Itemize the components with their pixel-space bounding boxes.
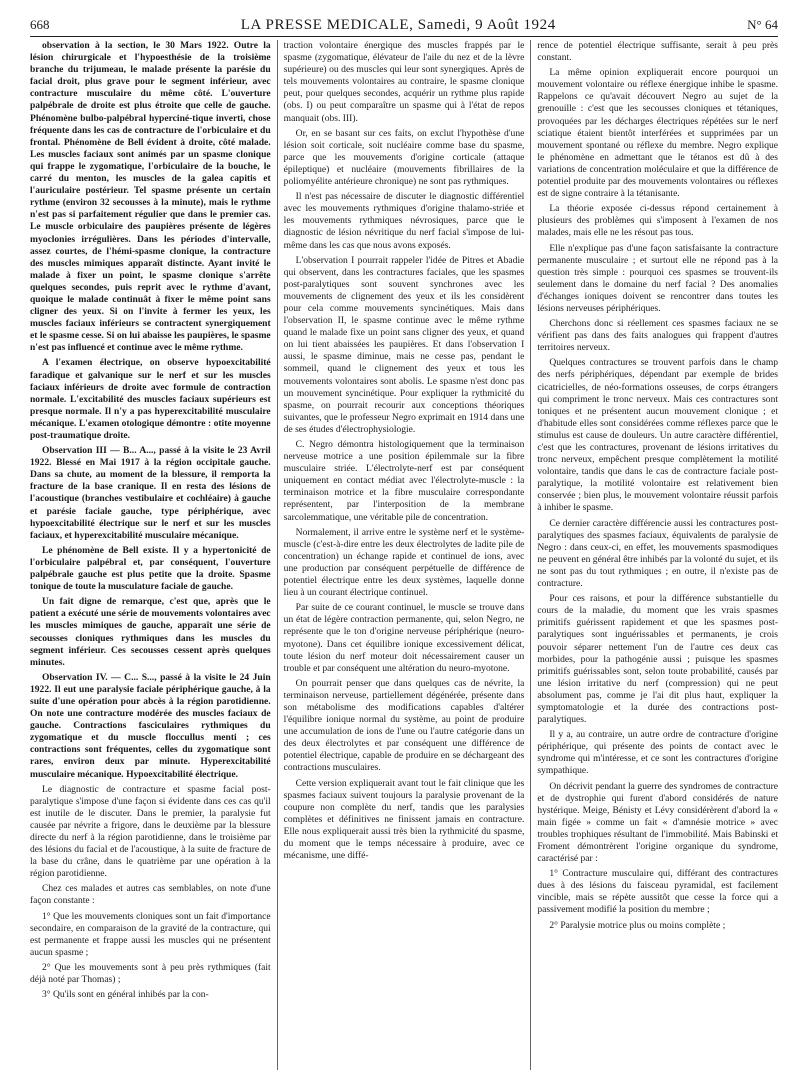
paragraph: L'observation I pourrait rappeler l'idée de Pitres et Abadie qui observent, dans les contractures faciales, que les spasmes post-paralytiques sont souvent synchrones avec les mouvements de clignement des yeux et ils les considèrent pour cela comme mouvements syncinétiques. Mais dans l'observation II, le spasme continue avec le même rythme quand le malade fixe un point sans cligner des yeux, et quand on lui tient abaissées les paupières. Et dans l'observation I aussi, le spasme diminue, mais ne cesse pas, pendant le sommeil, quand le clignement des yeux et tous les mouvements volontaires sont abolis. Le spasme n'est donc pas un mouvement syncinétique. Pour expliquer la rythmicité du spasme, on pourrait recourir aux conceptions théoriques suivantes, que le professeur Negro exprimait en 1914 dans une de ses études d'électrophysiologie. — [283, 254, 525, 435]
paragraph: observation à la section, le 30 Mars 1922. Outre la lésion chirurgicale et l'hypoesthésie de la troisième branche du trijumeau, le malade présente la parésie du facial droit, plus grave pour le segment inférieur, avec contracture musculaire du même côté. L'ouverture palpébrale de droite est plus étroite que celle de gauche. Phénomène bulbo-palpébral hyperciné-tique inverti, chose fréquente dans les cas de contracture de l'orbiculaire et du frontal. Phénomène de Bell évident à droite, côté malade. Les muscles faciaux sont animés par un spasme clonique qui frappe le zygomatique, l'orbiculaire de la bouche, le carré du menton, les muscles de la galea capitis et l'auriculaire postérieur. Tel spasme présente un certain rythme (environ 32 secousses à la minute), mais le rythme n'est pas si parfaitement régulier que dans le premier cas. Le muscle orbiculaire des paupières présente de légères myoclonies irrégulières. Dans les périodes d'intervalle, assez courtes, de l'hémi-spasme clonique, la contracture des muscles mimiques apparaît distincte. Ayant invité le malade à fixer un point, le spasme clonique s'arrête quelques secondes, puis reprit avec le rythme d'avant, quoique le malade continuât à fixer le même point sans cligner des yeux. Si on l'invite à fermer les yeux, les muscles faciaux inférieurs se contractent synergiquement et le spasme cesse. Si on lui abaisse les paupières, le spasme n'est pas influencé et continue avec le même rythme. — [30, 40, 271, 354]
paragraph: Un fait digne de remarque, c'est que, après que le patient a exécuté une série de mouvements volontaires avec les muscles mimiques de gauche, apparaît une série de secousses cloniques rythmiques dans les muscles du segment inférieur. Ces secousses cessent après quelques minutes. — [30, 596, 271, 668]
journal-title: LA PRESSE MEDICALE, Samedi, 9 Août 1924 — [240, 16, 556, 33]
paragraph: 1° Que les mouvements cloniques sont un fait d'importance secondaire, en comparaison de la gravité de la contracture, qui est permanente et frappe aussi les muscles qui ne présentent aucun spasme ; — [30, 910, 271, 958]
paragraph: 2° Que les mouvements sont à peu près rythmiques (fait déjà noté par Thomas) ; — [30, 961, 271, 986]
paragraph: La théorie exposée ci-dessus répond certainement à plusieurs des problèmes qui s'imposent à l'examen de nos malades, mais elle ne les résout pas tous. — [537, 203, 779, 239]
paragraph: Ce dernier caractère différencie aussi les contractures post-paralytiques des spasmes faciaux, équivalents de paralysie de Negro : dans ceux-ci, en effet, les mouvements spasmodiques ne peuvent en général être inhibés par la volonté du sujet, et ils ne sont pas du tout rythmiques ; en outre, il n'existe pas de contracture. — [537, 517, 779, 590]
page-number: 668 — [30, 17, 50, 32]
column-right — [530, 40, 778, 1070]
paragraph: Le phénomène de Bell existe. Il y a hypertonicité de l'orbiculaire palpébral et, par conséquent, l'ouverture palpébrale gauche est plus petite que la droite. Spasme tonique de toute la musculature faciale de gauche. — [30, 544, 271, 593]
issue-number: N° 64 — [747, 17, 778, 32]
paragraph: Elle n'explique pas d'une façon satisfaisante la contracture permanente musculaire ; et surtout elle ne répond pas à la question très simple : pourquoi ces spasmes se trouvent-ils seulement dans le domaine du nerf facial ? Des anomalies d'échanges ioniques doivent se rencontrer dans toutes les lésions nerveuses périphériques. — [537, 242, 779, 314]
paragraph: 3° Qu'ils sont en général inhibés par la con- — [42, 989, 209, 1001]
paragraph: Pour ces raisons, et pour la différence substantielle du cours de la maladie, du moment que les vrais spasmes primitifs guérissent rapidement et que les spasmes post-paralytiques sont inguérissables et permanents, je crois pouvoir séparer nettement l'un de l'autre ces deux cas morbides, pour la pathogénie aussi ; puisque les spasmes primitifs guérissables sont, selon toute probabilité, causés par une lésion irritative du nerf (compression) qui ne peut absolument pas, comme je l'ai dit plus haut, expliquer la symptomatologie et la durée des contractions post-paralytiques. — [537, 593, 779, 726]
paragraph: Cherchons donc si réellement ces spasmes faciaux ne se vérifient pas dans des faits analogues qui frappent d'autres territoires nerveux. — [537, 318, 779, 354]
paragraph: Cette version expliquerait avant tout le fait clinique que les spasmes faciaux suivent toujours la paralysie provenant de la coupure non complète du nerf, tandis que les paralysies complètes et définitives ne finissent jamais en contracture. Elle nous expliquerait aussi très bien la rythmicité du spasme, du moment que le temps nécessaire à produire, avec ce mécanisme, une diffé- — [283, 777, 525, 862]
paragraph: Par suite de ce courant continuel, le muscle se trouve dans un état de légère contraction permanente, qui, selon Negro, ne représente que le ton d'origine nerveuse périphérique (neuro-myotone). Dans cet équilibre ionique excessivement délicat, toute lésion du nerf moteur doit nécessairement causer un trouble et par conséquent une altération du neuro-myotone. — [283, 602, 525, 674]
paragraph: Il y a, au contraire, un autre ordre de contracture d'origine périphérique, qui présente des points de contact avec le syndrome qui m'intéresse, et ce sont les contractures d'origine sympathique. — [537, 729, 779, 777]
paragraph: On pourrait penser que dans quelques cas de névrite, la terminaison nerveuse, partiellement dégénérée, présente dans son métabolisme des modifications capables d'altérer l'équilibre ionique normal du système, au point de produire une accumulation de ions de l'une ou l'autre catégorie dans un des deux électrolytes et par conséquent une différence de potentiel électrique, capable de produire en se déchargeant des contractions musculaires. — [283, 677, 525, 774]
paragraph: Observation IV. — C... S..., passé à la visite le 24 Juin 1922. Il eut une paralysie faciale périphérique gauche, à la suite d'une opération pour abcès à la région parotidienne. On note une contracture modérée des muscles faciaux de gauche. Contractions fasciculaires rythmiques du zygomatique et du muscle floccullus menti ; ces contractions sont fréquentes, celles du zygomatique sont rares, environ deux par minute. Hyperexcitabilité musculaire mécanique. Hypoexcitabilité électrique. — [30, 671, 271, 780]
paragraph: Il n'est pas nécessaire de discuter le diagnostic différentiel avec les mouvements rythmiques d'origine thalamo-striée et les mouvements rythmiques névrosiques, parce que le diagnostic de lésion névritique du nerf facial s'impose de lui-même dans les cas que nous avons exposés. — [283, 191, 525, 251]
paragraph: C. Negro démontra histologiquement que la terminaison nerveuse motrice a une position épilemmale sur la fibre musculaire striée. L'électrolyte-nerf est par conséquent uniquement en contact médiat avec l'électrolyte-muscle : la terminaison motrice et la fibre musculaire correspondante représentent, par l'interposition de la membrane sarcolemmatique, une véritable pile de concentration. — [283, 439, 525, 523]
paragraph: Le diagnostic de contracture et spasme facial post-paralytique s'impose d'une façon si évidente dans ces cas qu'il est inutile de le discuter. Dans le premier, la paralysie fut causée par névrite a frigore, dans le deuxième par la blessure directe du nerf à la région parotidienne, dans le troisième par des lésions du facial et de l'acoustique, à la suite de fracture de la base du crâne, dans le quatrième par une opération à la région parotidienne. — [30, 783, 271, 880]
paragraph: Chez ces malades et autres cas semblables, on note d'une façon constante : — [30, 883, 271, 907]
paragraph: Observation III — B... A..., passé à la visite le 23 Avril 1922. Blessé en Mai 1917 à la région occipitale gauche. Dans sa chute, au moment de la blessure, il remporta la fracture de la base cranique. Il en resta des lésions de l'acoustique (branches vestibulaire et cochléaire) à gauche et parésie faciale gauche, type périphérique, avec hypoexcitabilité électrique sur le nerf et sur les muscles faciaux, et hyperexcitabilité musculaire mécanique. — [30, 445, 271, 541]
page-header — [30, 14, 778, 37]
column-middle — [277, 40, 525, 1070]
paragraph: Normalement, il arrive entre le système nerf et le système-muscle (c'est-à-dire entre les deux électrolytes de ladite pile de concentration) un échange rapide et continuel de ions, avec une production par conséquent perpétuelle de différence de potentiel électrique entre les deux systèmes, laquelle donne lieu à un courant électrique continuel. — [283, 526, 525, 599]
paragraph: On décrivit pendant la guerre des syndromes de contracture et de dystrophie qui furent d'abord considérés de nature hystérique. Meige, Bénisty et Lévy considérèrent d'abord la « main figée » comme un fait « d'amnésie motrice » avec troubles trophiques résultant de l'immobilité. Mais Babinski et Froment démontrèrent l'origine organique du syndrome, caractérisé par : — [537, 780, 779, 865]
paragraph: A l'examen électrique, on observe hypoexcitabilité faradique et galvanique sur le nerf et sur les muscles faciaux inférieurs de droite avec formule de contraction normale. L'excitabilité des muscles faciaux supérieurs est presque normale. Il n'y a pas hyperexcitabilité musculaire mécanique. L'examen otologique démontre : otite moyenne post-traumatique droite. — [30, 357, 271, 441]
paragraph: Or, en se basant sur ces faits, on exclut l'hypothèse d'une lésion soit corticale, soit nucléaire comme base du spasme, parce que les mouvements d'origine corticale (attaque épileptique) et nucléaire (mouvements fibrillaires de la poliomyélite antérieure chronique) ne sont pas rythmiques. — [283, 127, 525, 188]
column-left — [30, 40, 271, 1070]
journal-page — [30, 14, 778, 1074]
text-columns — [30, 40, 778, 1070]
paragraph: rence de potentiel électrique suffisante, serait à peu près constant. — [537, 40, 779, 64]
paragraph: traction volontaire énergique des muscles frappés par le spasme (zygomatique, élévateur de l'aile du nez et de la lèvre supérieure) ou des muscles qui leur sont synergiques. Après de tels mouvements volontaires au contraire, le spasme clonique peut, pour quelques secondes, acquérir un rythme plus rapide (obs. I) ou peut comparaître un spasme qui à l'état de repos manquait (obs. III). — [283, 40, 525, 124]
paragraph: Quelques contractures se trouvent parfois dans le champ des nerfs périphériques, dépendant par exemple de brides cicatricielles, de néo-formations osseuses, de corps étrangers qui compriment le tronc nerveux. Mais ces contractures sont toniques et ne présentent aucun mouvement clonique ; et d'habitude elles sont considérées comme réflexes parce que le stimulus est cause de douleurs. Un autre caractère différentiel, c'est que les contractures, provenant de lésions irritatives du tronc nerveux, empêchent presque complètement la motilité volontaire, tandis que dans le cas de contracture faciale post-paralytique, la motilité volontaire est relativement bien conservée ; bien plus, le mouvement volontaire réussit parfois à inhiber le spasme. — [537, 357, 779, 514]
paragraph: 1° Contracture musculaire qui, différant des contractures dues à des lésions du faisceau pyramidal, est facilement vincible, mais se répète aussitôt que cesse la force qui a passivement modifié la position du membre ; — [537, 868, 779, 916]
paragraph: La même opinion expliquerait encore pourquoi un mouvement volontaire ou réflexe énergique inhibe le spasme. Rappelons ce qu'avait découvert Negro au sujet de la grenouille : c'est que les secousses cloniques et tétaniques, provoquées par les décharges électriques répétées sur le nerf sciatique étaient bientôt interférées et supprimées par un mouvement spontané ou réflexe du membre. Negro explique le phénomène en admettant que le tétanos est dû à des variations de concentration moléculaire et que la différence de potentiel produite par des mouvements volontaires ou réflexes est de signe contraire à la tétanisante. — [537, 67, 779, 200]
paragraph: 2° Paralysie motrice plus ou moins complète ; — [549, 919, 726, 931]
